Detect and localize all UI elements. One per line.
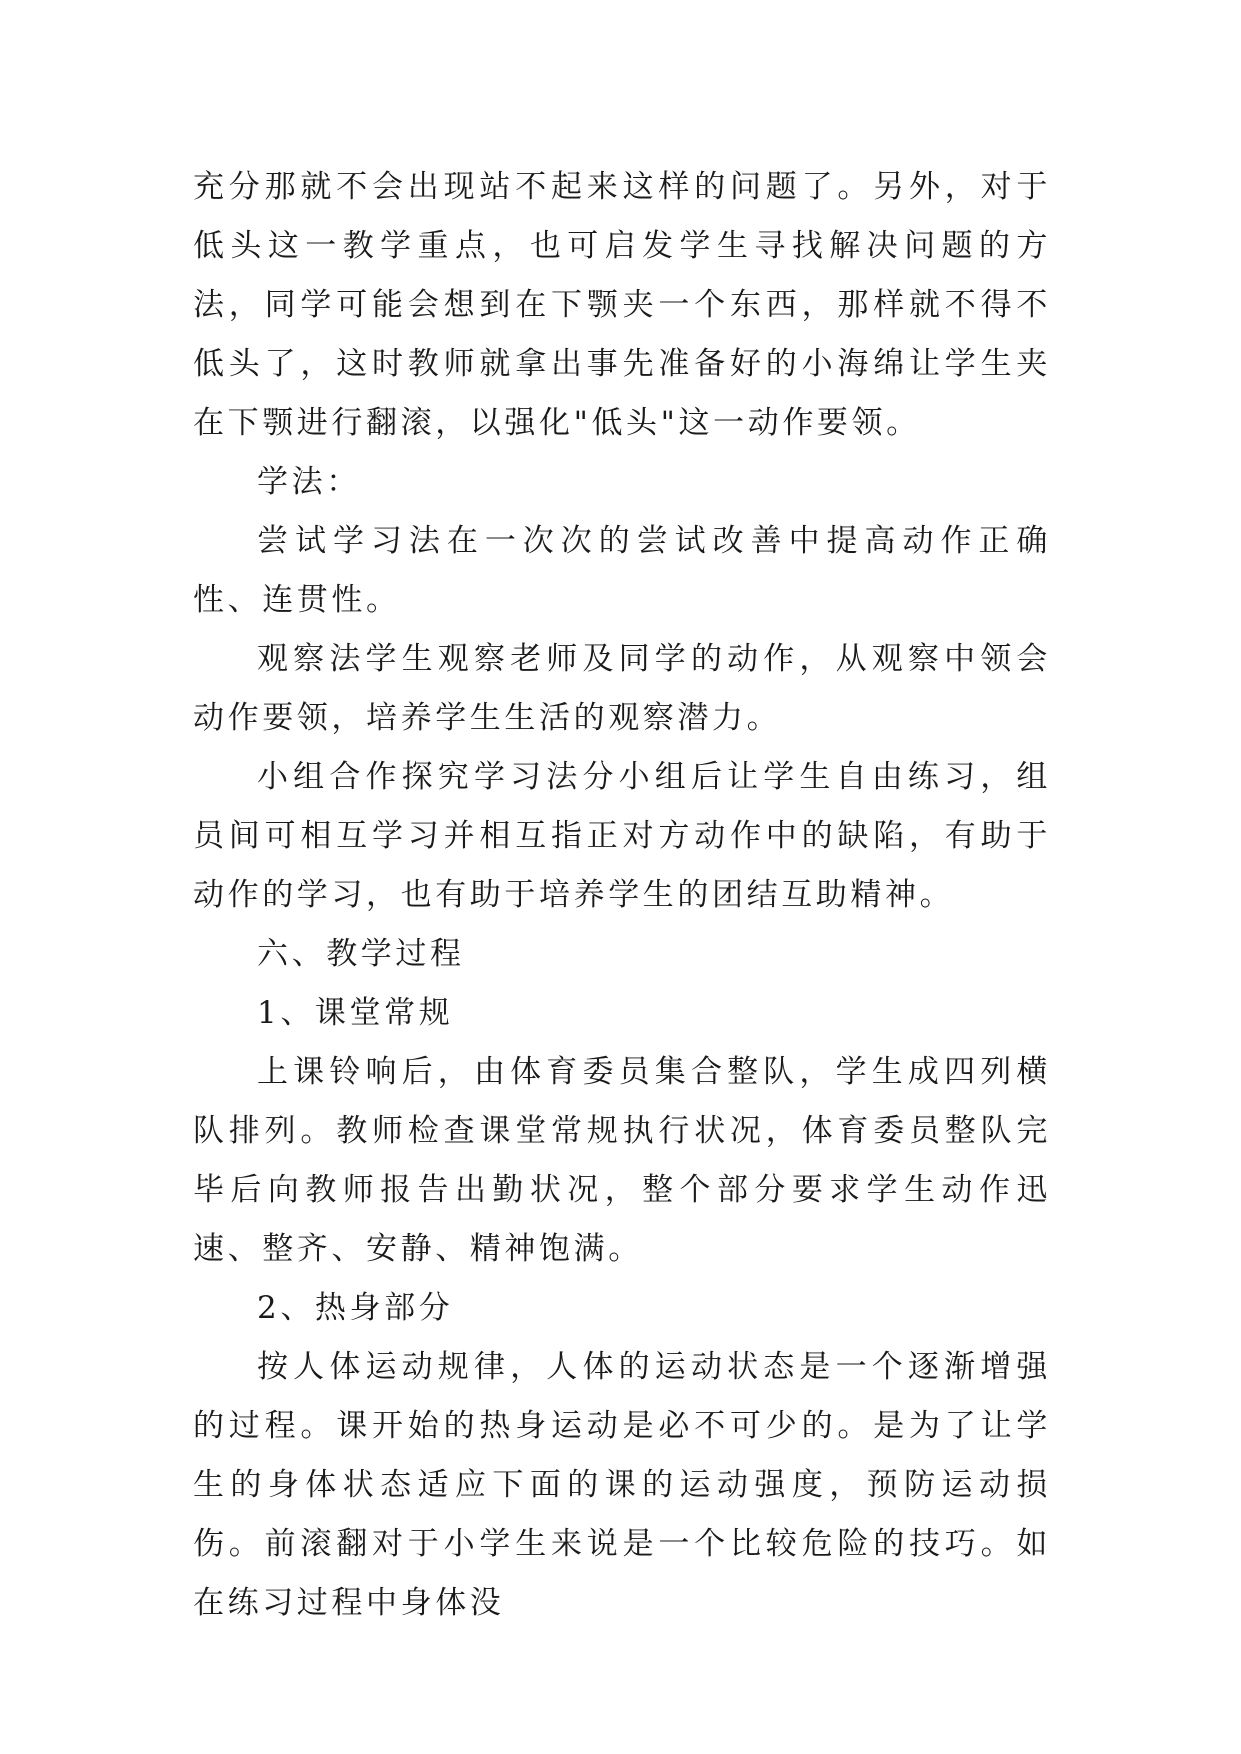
- paragraph-class-routine: 上课铃响后，由体育委员集合整队，学生成四列横队排列。教师检查课堂常规执行状况，体育委员整队完毕后向教师报告出勤状况，整个部分要求学生动作迅速、整齐、安静、精神饱满。: [193, 1054, 1051, 1267]
- paragraph-trial-method: 尝试学习法在一次次的尝试改善中提高动作正确性、连贯性。: [193, 523, 1051, 618]
- section-heading-teaching-process: 六、教学过程: [257, 936, 465, 972]
- paragraph-group-method: 小组合作探究学习法分小组后让学生自由练习，组员间可相互学习并相互指正对方动作中的缺陷，有助于动作的学习，也有助于培养学生的团结互助精神。: [193, 759, 1051, 913]
- document-body: [193, 158, 1051, 1633]
- subheading-class-routine: 1、课堂常规: [257, 995, 454, 1031]
- paragraph-warm-up: 按人体运动规律，人体的运动状态是一个逐渐增强的过程。课开始的热身运动是必不可少的。是为了让学生的身体状态适应下面的课的运动强度，预防运动损伤。前滚翻对于小学生来说是一个比较危险的技巧。如在练习过程中身体没: [193, 1349, 1051, 1621]
- subheading-warm-up: 2、热身部分: [257, 1290, 454, 1326]
- paragraph-study-methods-heading: 学法：: [257, 464, 361, 500]
- paragraph-observation-method: 观察法学生观察老师及同学的动作，从观察中领会动作要领，培养学生生活的观察潜力。: [193, 641, 1051, 736]
- paragraph-continued: 充分那就不会出现站不起来这样的问题了。另外，对于低头这一教学重点，也可启发学生寻找解决问题的方法，同学可能会想到在下颚夹一个东西，那样就不得不低头了，这时教师就拿出事先准备好的小海绵让学生夹在下颚进行翻滚，以强化"低头"这一动作要领。: [193, 169, 1051, 441]
